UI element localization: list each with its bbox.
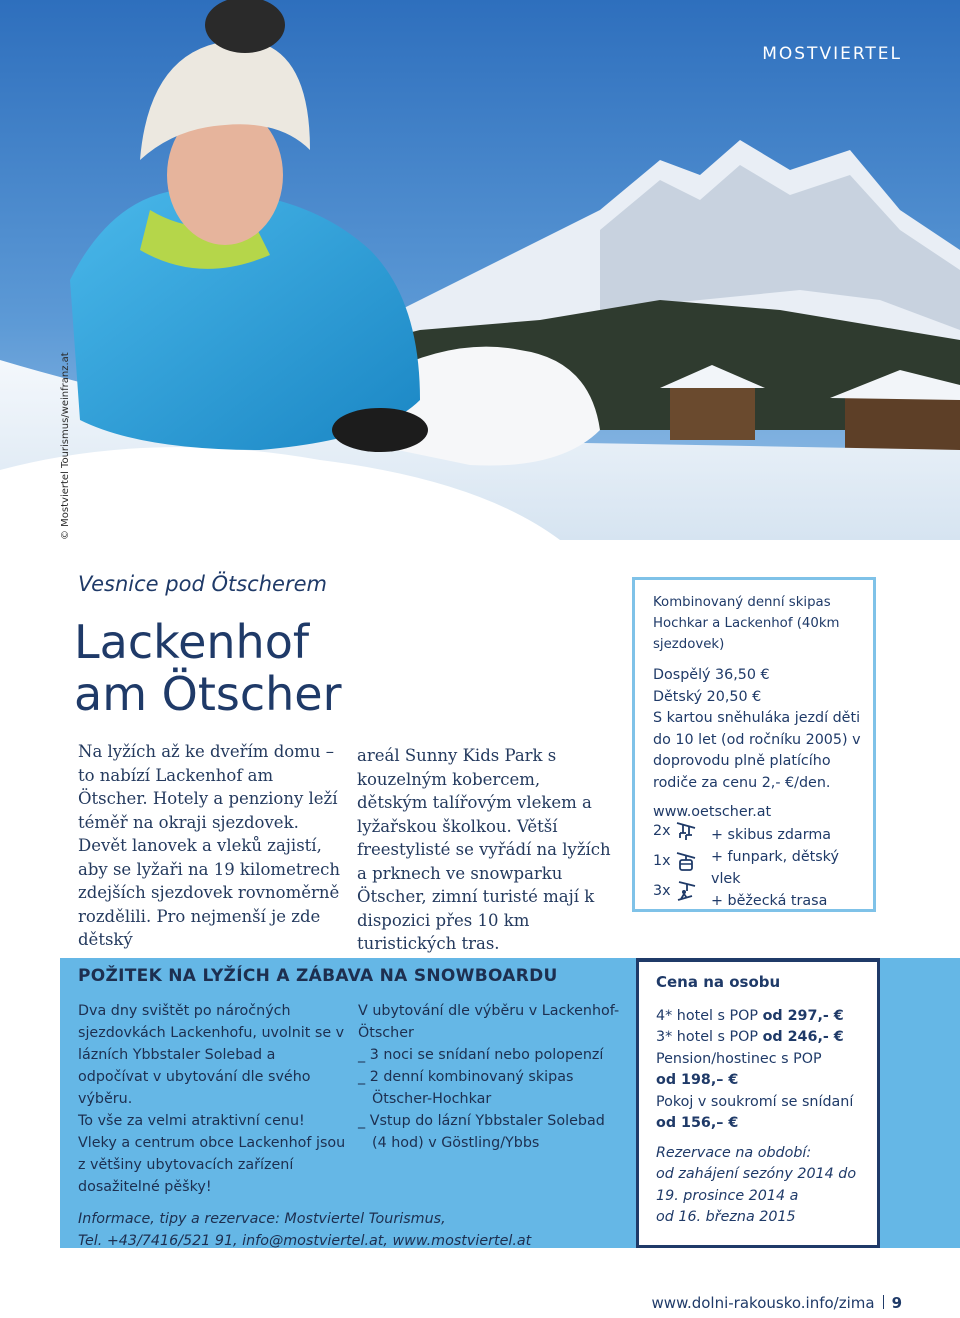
footer-url[interactable]: www.dolni-rakousko.info/zima [651,1294,875,1312]
hero-illustration [0,0,960,540]
extra-funpark: + funpark, dětský vlek [711,849,839,887]
offer-includes-intro: V ubytování dle výběru v Lackenhof-Ötscher [358,1003,620,1041]
section-tag: MOSTVIERTEL [762,44,902,64]
offer-item: _ 3 noci se snídaní nebo polopenzí [358,1047,604,1063]
chalet-left [670,385,755,440]
skipass-prices [653,665,873,794]
extra-crosscountry: + běžecká trasa [711,893,828,909]
price-row: 4* hotel s POP od 297,- € [656,1007,844,1024]
chalet-right [845,395,960,450]
price-row: Pension/hostinec s POP [656,1050,822,1067]
contact-line-2[interactable]: Tel. +43/7416/521 91, info@mostviertel.at, www.mostviertel.at [78,1233,532,1249]
price-box-bottom-border [636,1245,880,1248]
price-box-heading: Cena na osobu [656,973,781,991]
gondola-icon [675,850,697,872]
period-line: 19. prosince 2014 a [656,1187,799,1204]
extra-skibus: + skibus zdarma [711,827,832,843]
price-row: 3* hotel s POP od 246,- € [656,1029,844,1045]
chairlift-icon [675,820,697,842]
period-line: od zahájení sezóny 2014 do [656,1166,857,1182]
offer-contact [78,1208,638,1252]
skipass-extras [711,824,863,912]
lift-count: 2x [653,823,671,839]
article-title [74,616,342,720]
price-row: Pokoj v soukromí se snídaní [656,1093,854,1110]
page-footer [652,1294,902,1312]
offer-desc-2: To vše za velmi atraktivní cenu! [78,1113,305,1129]
offer-heading: POŽITEK NA LYŽÍCH A ZÁBAVA NA SNOWBOARDU [78,966,558,986]
offer-item: _ Vstup do lázní Ybbstaler Solebad [358,1113,605,1129]
body-column-1: Na lyžích až ke dveřím domu – to nabízí Lackenhof am Ötscher. Hotely a penziony leží téměř na okraji sjezdovek. Devět lanovek a vleků zajistí, aby se lyžaři na 19 kilometrech zdejších sjezdovek rovnoměrně rozdělili. Pro nejmenší je zde dětský [78,742,340,949]
lift-row-gondola [653,850,697,872]
lift-list [653,820,863,910]
price-row: od 156,– € [656,1115,739,1131]
title-line-1: Lackenhof [74,615,310,669]
offer-desc-1: Dva dny svištět po náročných sjezdovkách Lackenhofu, uvolnit se v lázních Ybbstaler Solebad a odpočívat v ubytování dle svého výběru. [78,1003,345,1107]
price-box [636,962,880,1248]
offer-item: _ 2 denní kombinovaný skipas [358,1069,574,1085]
skipass-url[interactable]: www.oetscher.at [653,804,772,820]
offer-includes [358,1000,628,1154]
lift-count: 3x [653,883,671,899]
footer-separator [883,1295,884,1309]
skipass-header: Kombinovaný denní skipas Hochkar a Lackenhof (40km sjezdovek) [653,595,840,652]
photo-credit: © Mostviertel Tourismus/weinfranz.at [60,352,71,540]
lift-count: 1x [653,853,671,869]
offer-description [78,1000,348,1198]
lift-row-chairlift [653,820,697,842]
offer-band [78,958,618,1248]
skipass-info-box [632,577,876,912]
price-child: Dětský 20,50 € [653,688,762,705]
offer-item-cont: Ötscher-Hochkar [372,1091,492,1107]
t-bar-lift-icon [675,880,697,902]
lift-row-t-bar [653,880,697,902]
price-row: od 198,– € [656,1072,739,1088]
contact-line-1: Informace, tipy a rezervace: Mostviertel Tourismus, [78,1211,446,1227]
price-snowman-card: S kartou sněhuláka jezdí děti do 10 let (od ročníku 2005) v doprovodu plně platícího rodiče za cenu 2,- €/den. [653,710,861,791]
reservation-period [656,1143,877,1229]
hero-photo [0,0,960,540]
period-line: od 16. března 2015 [656,1209,796,1225]
offer-desc-3: Vleky a centrum obce Lackenhof jsou z většiny ubytovacích zařízení dosažitelné pěšky! [78,1135,346,1195]
offer-item-cont: (4 hod) v Göstling/Ybbs [372,1135,540,1151]
title-line-2: am Ötscher [74,667,342,721]
body-column-2: areál Sunny Kids Park s kouzelným kobercem, dětským talířovým vlekem a lyžařskou školkou. Větší freestylisté se vyřádí na lyžích a prknech ve snowparku Ötscher, zimní turisté mají k dispozici přes 10 km turistických tras. [357,746,611,953]
article-subtitle: Vesnice pod Ötscherem [78,572,327,596]
period-line: Rezervace na období: [656,1144,812,1161]
price-adult: Dospělý 36,50 € [653,667,770,683]
page-number: 9 [891,1294,902,1312]
